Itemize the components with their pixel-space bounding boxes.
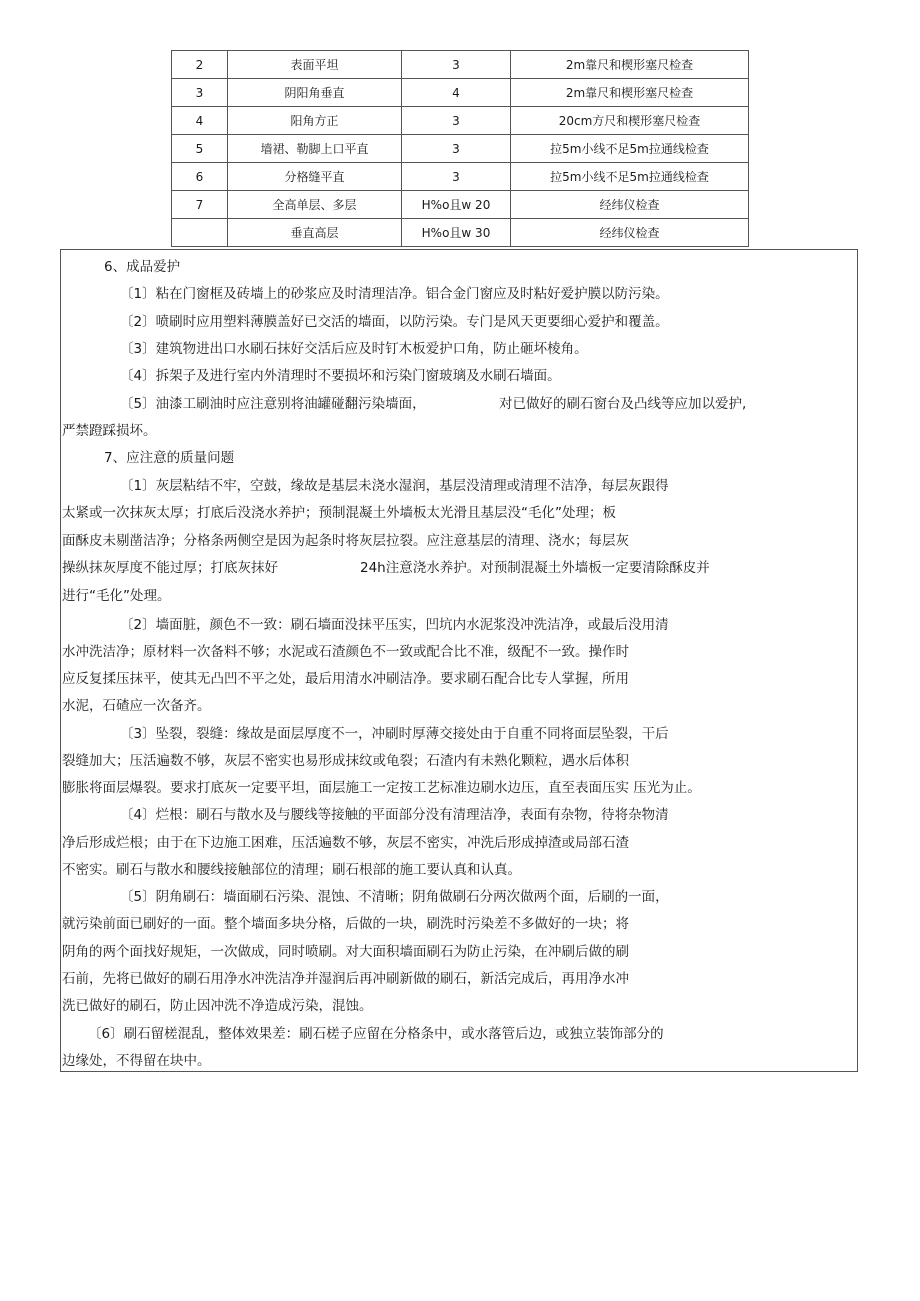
paragraph-line: 裂缝加大；压活遍数不够，灰层不密实也易形成抹纹或龟裂；石渣内有未熟化颗粒，遇水后体积 [62, 753, 629, 769]
paragraph-line: 洗已做好的刷石，防止因冲洗不净造成污染，混蚀。 [62, 998, 373, 1014]
cell-item: 阴阳角垂直 [228, 79, 402, 107]
cell-no: 4 [172, 107, 228, 135]
section-heading-quality: 7、应注意的质量问题 [104, 450, 235, 466]
paragraph-line: 太紧或一次抹灰太厚；打底后没浇水养护；预制混凝土外墙板太光滑且基层没“毛化”处理；板 [62, 505, 616, 521]
cell-no: 5 [172, 135, 228, 163]
cell-method: 经纬仪检查 [511, 219, 749, 247]
paragraph-line: 对已做好的刷石窗台及凸线等应加以爱护, [499, 396, 747, 412]
cell-method: 拉5m小线不足5m拉通线检查 [511, 135, 749, 163]
paragraph-line: 〔3〕建筑物进出口水刷石抹好交活后应及时钉木板爱护口角，防止砸坏棱角。 [120, 341, 588, 357]
paragraph-line: 不密实。刷石与散水和腰线接触部位的清理；刷石根部的施工要认真和认真。 [62, 862, 521, 878]
cell-no [172, 219, 228, 247]
paragraph-line: 膨胀将面层爆裂。要求打底灰一定要平坦，面层施工一定按工艺标准边刷水边压，直至表面压实 压光为止。 [62, 780, 701, 796]
cell-method: 2m靠尺和楔形塞尺检查 [511, 51, 749, 79]
table-row [172, 191, 749, 219]
paragraph-line: 〔4〕烂根：刷石与散水及与腰线等接触的平面部分没有清理洁净，表面有杂物，待将杂物清 [120, 807, 669, 823]
cell-item: 阳角方正 [228, 107, 402, 135]
paragraph-line: 就污染前面已刷好的一面。整个墙面多块分格，后做的一块，刷洗时污染差不多做好的一块；将 [62, 916, 629, 932]
table-row [172, 79, 749, 107]
cell-method: 2m靠尺和楔形塞尺检查 [511, 79, 749, 107]
cell-item: 全高单层、多层 [228, 191, 402, 219]
cell-no: 7 [172, 191, 228, 219]
table-row [172, 163, 749, 191]
cell-item: 表面平坦 [228, 51, 402, 79]
paragraph-line: 边缘处，不得留在块中。 [62, 1053, 211, 1069]
table-row [172, 219, 749, 247]
paragraph-line: 石前，先将已做好的刷石用净水冲洗洁净并湿润后再冲刷新做的刷石，新活完成后，再用净水冲 [62, 971, 629, 987]
paragraph-line: 面酥皮未剔凿洁净；分格条两侧空是因为起条时将灰层拉裂。应注意基层的清理、浇水；每层灰 [62, 533, 629, 549]
paragraph-line: 阴角的两个面找好规矩，一次做成，同时喷刷。对大面积墙面刷石为防止污染，在冲刷后做的刷 [62, 944, 629, 960]
paragraph-line: 水冲洗洁净；原材料一次备料不够；水泥或石渣颜色不一致或配合比不准，级配不一致。操作时 [62, 644, 629, 660]
paragraph-line: 进行“毛化”处理。 [62, 588, 171, 604]
cell-value: 3 [402, 135, 511, 163]
cell-item: 分格缝平直 [228, 163, 402, 191]
cell-item: 垂直高层 [228, 219, 402, 247]
section-heading-protection: 6、成品爱护 [104, 259, 181, 275]
paragraph-line: 〔5〕阴角刷石：墙面刷石污染、混蚀、不清晰；阴角做刷石分两次做两个面，后刷的一面， [120, 889, 669, 905]
paragraph-line: 应反复揉压抹平，使其无凸凹不平之处，最后用清水冲刷洁净。要求刷石配合比专人掌握，所用 [62, 671, 629, 687]
paragraph-line: 〔6〕刷石留槎混乱，整体效果差：刷石槎子应留在分格条中，或水落管后边，或独立装饰部分的 [88, 1026, 664, 1042]
table-row [172, 51, 749, 79]
paragraph-line: 净后形成烂根；由于在下边施工困难，压活遍数不够，灰层不密实，冲洗后形成掉渣或局部石渣 [62, 835, 629, 851]
paragraph-line: 水泥，石碴应一次备齐。 [62, 698, 211, 714]
cell-value: 4 [402, 79, 511, 107]
paragraph-line: 〔1〕粘在门窗框及砖墙上的砂浆应及时清理洁净。铝合金门窗应及时粘好爱护膜以防污染。 [120, 286, 669, 302]
paragraph-line: 〔3〕坠裂，裂缝：缘故是面层厚度不一，冲刷时厚薄交接处由于自重不同将面层坠裂，干后 [120, 726, 669, 742]
cell-value: H%o且w 20 [402, 191, 511, 219]
table-row [172, 135, 749, 163]
cell-value: 3 [402, 163, 511, 191]
inspection-table [171, 50, 749, 247]
cell-value: H%o且w 30 [402, 219, 511, 247]
cell-method: 经纬仪检查 [511, 191, 749, 219]
cell-method: 20cm方尺和楔形塞尺检查 [511, 107, 749, 135]
cell-no: 2 [172, 51, 228, 79]
paragraph-line: 操纵抹灰厚度不能过厚；打底灰抹好 [62, 560, 278, 576]
table-row [172, 107, 749, 135]
paragraph-line: 〔2〕墙面脏，颜色不一致：刷石墙面没抹平压实，凹坑内水泥浆没冲洗洁净，或最后没用清 [120, 617, 669, 633]
cell-item: 墙裙、勒脚上口平直 [228, 135, 402, 163]
paragraph-line: 〔1〕灰层粘结不牢，空鼓，缘故是基层未浇水湿润，基层没清理或清理不洁净，每层灰跟得 [120, 478, 669, 494]
cell-no: 3 [172, 79, 228, 107]
paragraph-line: 〔2〕喷刷时应用塑料薄膜盖好已交活的墙面，以防污染。专门是风天更要细心爱护和覆盖。 [120, 314, 669, 330]
paragraph-line: 24h注意浇水养护。对预制混凝土外墙板一定要清除酥皮并 [360, 560, 710, 576]
paragraph-line: 严禁蹬踩损坏。 [62, 423, 157, 439]
cell-value: 3 [402, 107, 511, 135]
cell-method: 拉5m小线不足5m拉通线检查 [511, 163, 749, 191]
cell-no: 6 [172, 163, 228, 191]
cell-value: 3 [402, 51, 511, 79]
paragraph-line: 〔4〕拆架子及进行室内外清理时不要损坏和污染门窗玻璃及水刷石墙面。 [120, 368, 561, 384]
paragraph-line: 〔5〕油漆工刷油时应注意别将油罐碰翻污染墙面， [120, 396, 426, 412]
